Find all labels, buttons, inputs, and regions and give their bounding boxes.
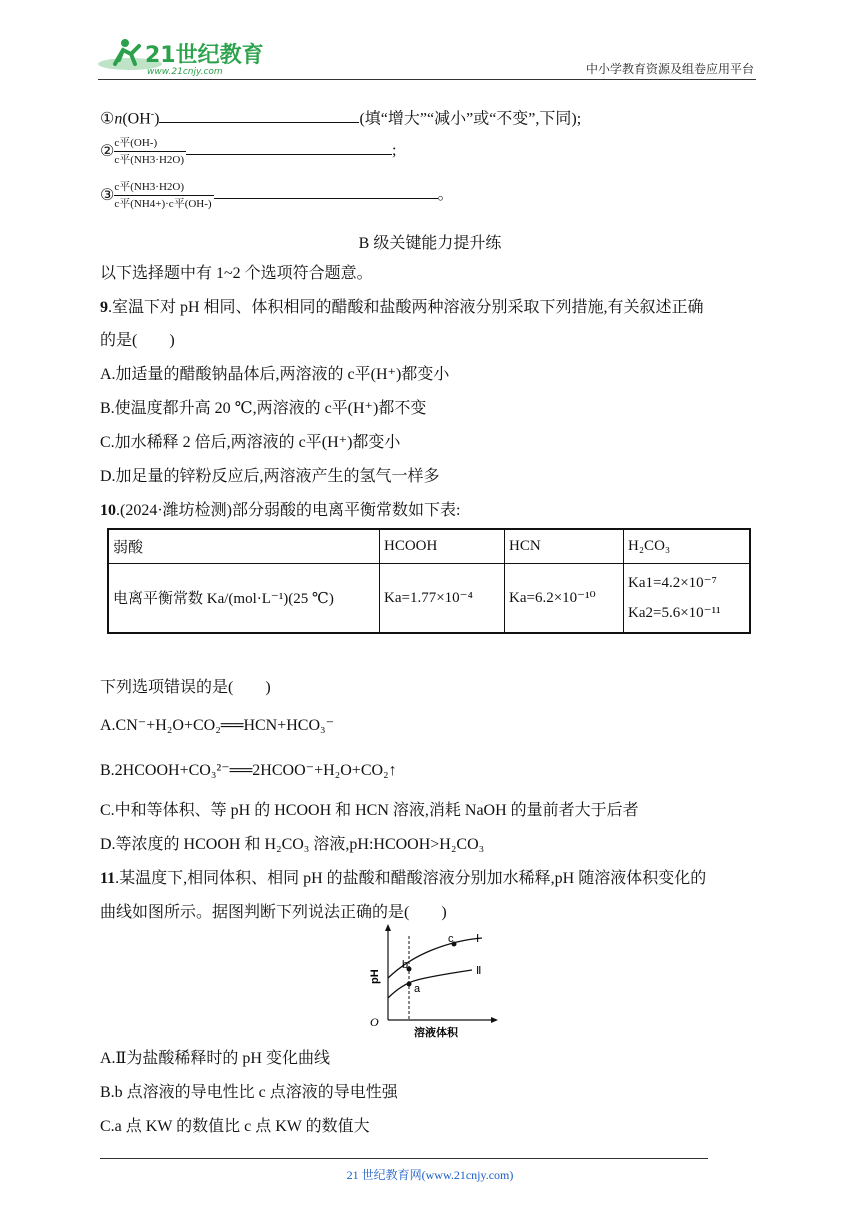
q10-option-c: C.中和等体积、等 pH 的 HCOOH 和 HCN 溶液,消耗 NaOH 的量前者大于后者: [100, 802, 639, 819]
y-axis-arrow: [385, 924, 391, 931]
x-axis-arrow: [491, 1017, 498, 1023]
q9-stem-line1: 9.室温下对 pH 相同、体积相同的醋酸和盐酸两种溶液分别采取下列措施,有关叙述正确: [100, 299, 704, 316]
q8-item-1: ①n(OH-) (填“增大”“减小”或“不变”,下同);: [100, 109, 582, 128]
footer-link[interactable]: 21 世纪教育网(www.21cnjy.com): [346, 1168, 514, 1182]
q10-option-a: A.CN⁻+H₂O+CO₂══HCN+HCO₃⁻: [100, 717, 335, 734]
table-header-hcooh: HCOOH: [380, 529, 505, 563]
fraction-2: $\frac{\text{c平(OH-)}}{\text{c平(NH3·H2O)}}$: [114, 137, 184, 166]
table-header-hcn: HCN: [505, 529, 624, 563]
table-cell-h2co3: [624, 563, 751, 633]
q11-option-c: C.a 点 KW 的数值比 c 点 KW 的数值大: [100, 1118, 370, 1135]
label-a: a: [414, 983, 421, 995]
site-logo: [95, 34, 265, 78]
ionization-constant-table: [107, 528, 751, 634]
ka2-value: Ka2=5.6×10⁻¹¹: [628, 604, 721, 621]
q8-item-2: ② $\frac{\text{c平(OH-)}}{\text{c平(NH3·H2O)}}$ ;: [100, 137, 397, 166]
q8-item-3: ③ $\frac{\text{c平(NH3·H2O)}}{\text{c平(NH4+)·c平(OH-)}}$ 。: [100, 181, 454, 210]
ph-dilution-figure: [362, 922, 500, 1044]
q11-option-a: A.Ⅱ为盐酸稀释时的 pH 变化曲线: [100, 1050, 330, 1067]
label-c: c: [448, 933, 454, 945]
point-a: [407, 982, 412, 987]
q11-option-b: B.b 点溶液的导电性比 c 点溶液的导电性强: [100, 1084, 398, 1101]
y-axis-label: pH: [369, 969, 381, 984]
instruction: 以下选择题中有 1~2 个选项符合题意。: [100, 265, 373, 282]
label-curve-2: Ⅱ: [476, 965, 482, 977]
header-divider: [98, 79, 756, 80]
logo-text: 21世纪教育: [145, 43, 264, 68]
answer-blank-1[interactable]: [159, 122, 359, 123]
q10-question: 下列选项错误的是( ): [100, 679, 271, 696]
label-curve-1: Ⅰ: [476, 933, 480, 945]
logo-url: www.21cnjy.com: [147, 67, 223, 77]
answer-blank-2[interactable]: [186, 154, 392, 155]
table-cell-hcn: Ka=6.2×10⁻¹⁰: [505, 563, 624, 633]
curve-2: [388, 970, 472, 998]
answer-blank-3[interactable]: [214, 198, 438, 199]
table-row-label: 电离平衡常数 Ka/(mol·L⁻¹)(25 ℃): [108, 563, 380, 633]
curve-1: [388, 938, 482, 978]
footer-divider: [100, 1158, 708, 1159]
section-title: B 级关键能力提升练: [358, 235, 502, 252]
q9-option-b: B.使温度都升高 20 ℃,两溶液的 c平(H⁺)都不变: [100, 400, 427, 417]
q11-stem-line1: 11.某温度下,相同体积、相同 pH 的盐酸和醋酸溶液分别加水稀释,pH 随溶液体积变化的: [100, 870, 707, 887]
q9-option-c: C.加水稀释 2 倍后,两溶液的 c平(H⁺)都变小: [100, 434, 401, 451]
site-name: 中小学教育资源及组卷应用平台: [585, 62, 754, 76]
fraction-3: $\frac{\text{c平(NH3·H2O)}}{\text{c平(NH4+)·c平(OH-)}}$: [114, 181, 212, 210]
q10-option-b: B.2HCOOH+CO₃²⁻══2HCOO⁻+H₂O+CO₂↑: [100, 762, 397, 779]
q9-stem-line2: 的是( ): [100, 332, 175, 349]
label-b: b: [402, 959, 409, 971]
table-header-h2co3: H₂CO₃: [624, 529, 751, 563]
ka1-value: Ka1=4.2×10⁻⁷: [628, 574, 717, 591]
origin-label: O: [370, 1015, 379, 1029]
table-cell-hcooh: Ka=1.77×10⁻⁴: [380, 563, 505, 633]
q9-option-a: A.加适量的醋酸钠晶体后,两溶液的 c平(H⁺)都变小: [100, 366, 450, 383]
q11-stem-line2: 曲线如图所示。据图判断下列说法正确的是( ): [100, 904, 447, 921]
table-header-acid: 弱酸: [108, 529, 380, 563]
q10-stem: 10.(2024·潍坊检测)部分弱酸的电离平衡常数如下表:: [100, 502, 461, 519]
q10-option-d: D.等浓度的 HCOOH 和 H₂CO₃ 溶液,pH:HCOOH>H₂CO₃: [100, 836, 485, 853]
q9-option-d: D.加足量的锌粉反应后,两溶液产生的氢气一样多: [100, 468, 440, 485]
x-axis-label: 溶液体积: [414, 1026, 458, 1039]
